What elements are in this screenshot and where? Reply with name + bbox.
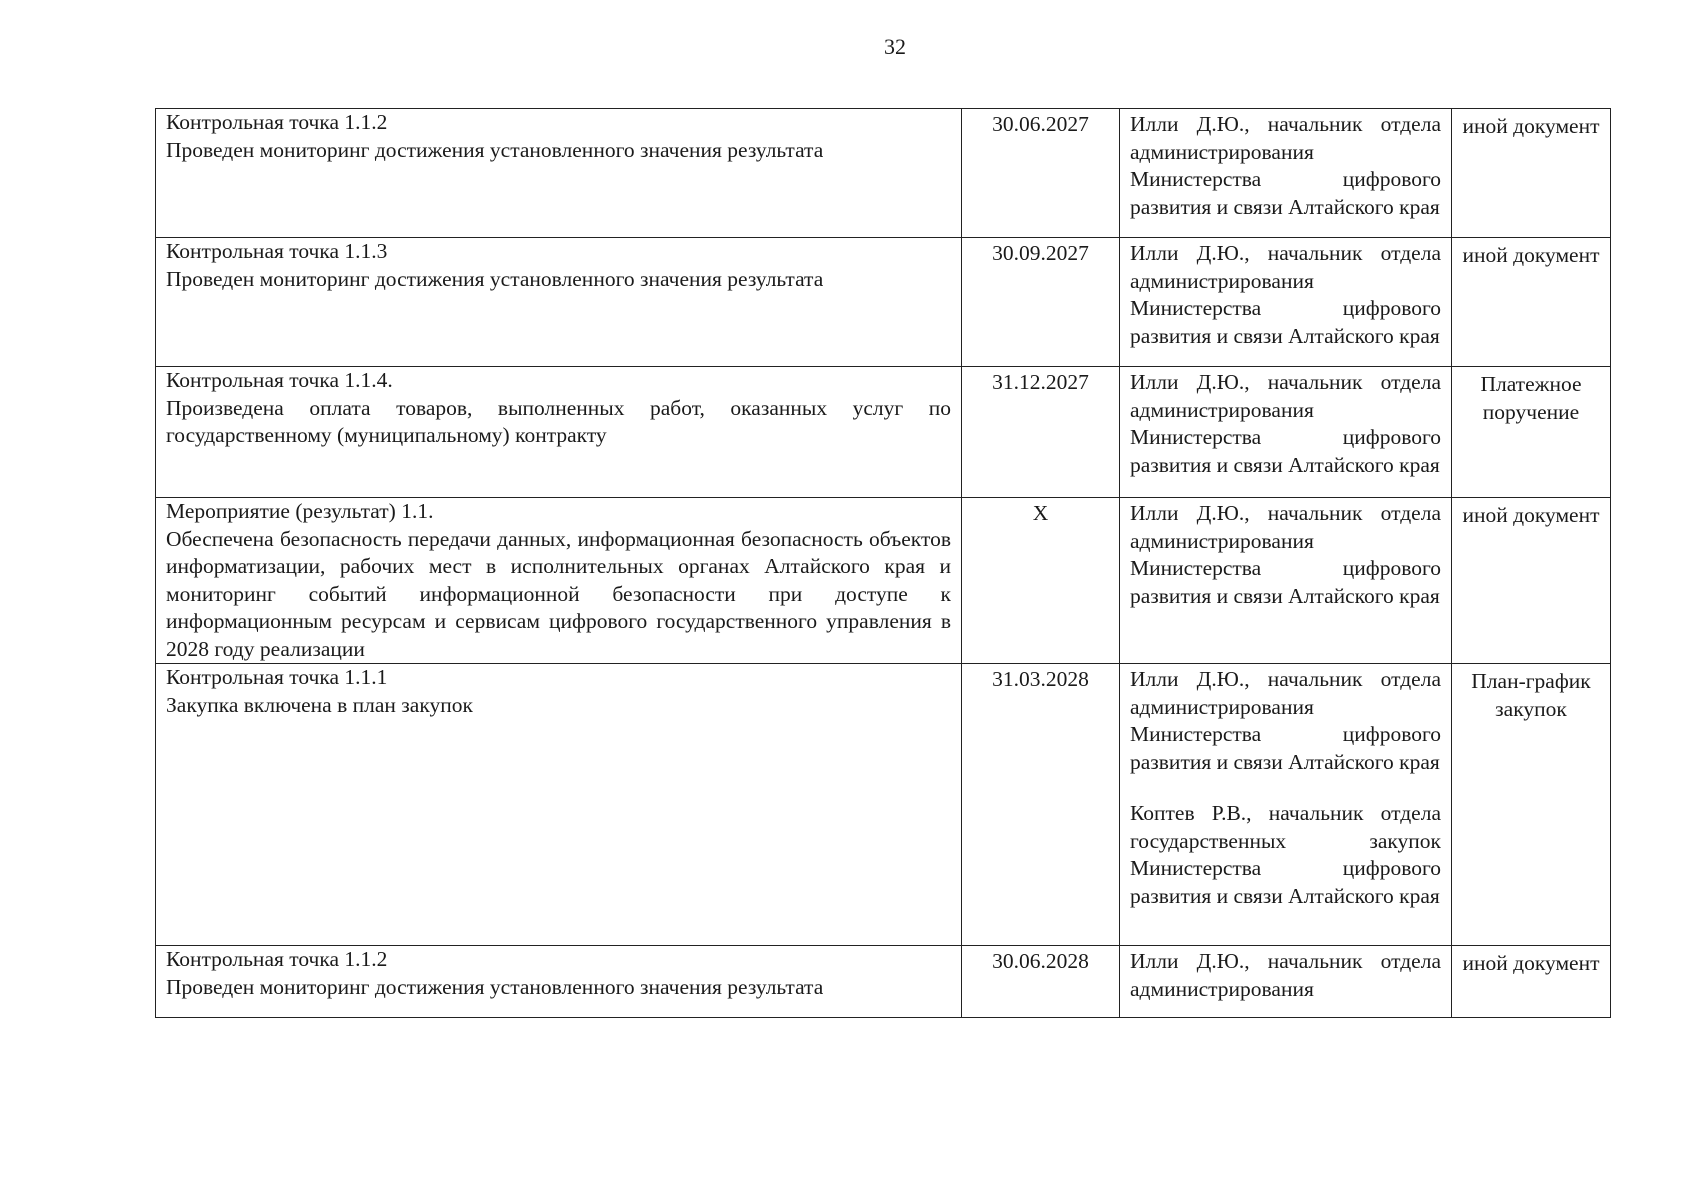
row-text: Проведен мониторинг достижения установленного значения результата [166, 266, 824, 291]
table-row [156, 109, 1611, 238]
responsible-cell [1120, 664, 1452, 946]
responsible-cell [1120, 109, 1452, 238]
description-cell [156, 946, 962, 1018]
table-row [156, 946, 1611, 1018]
document-cell: иной документ [1452, 498, 1611, 664]
responsible-person: Илли Д.Ю., начальник отдела администрирования Министерства цифрового развития и связи Алтайского края [1130, 112, 1441, 219]
control-points-table [155, 108, 1611, 1018]
date-cell: 30.09.2027 [962, 238, 1120, 367]
document-cell: иной документ [1452, 946, 1611, 1018]
table-row [156, 367, 1611, 498]
row-title: Контрольная точка 1.1.1 [166, 665, 388, 689]
responsible-person: Илли Д.Ю., начальник отдела администрирования Министерства цифрового развития и связи Алтайского края [1130, 667, 1441, 774]
responsible-person: Коптев Р.В., начальник отдела государственных закупок Министерства цифрового развития и связи Алтайского края [1130, 801, 1441, 908]
table-row [156, 664, 1611, 946]
row-text: Закупка включена в план закупок [166, 692, 473, 717]
row-text: Проведен мониторинг достижения установленного значения результата [166, 137, 824, 162]
date-cell: 31.12.2027 [962, 367, 1120, 498]
table-row [156, 498, 1611, 664]
responsible-person: Илли Д.Ю., начальник отдела администрирования Министерства цифрового развития и связи Алтайского края [1130, 370, 1441, 477]
page-number: 32 [884, 34, 906, 59]
description-cell [156, 109, 962, 238]
spacer [1130, 776, 1441, 800]
responsible-cell [1120, 238, 1452, 367]
date-cell: 31.03.2028 [962, 664, 1120, 946]
row-title: Контрольная точка 1.1.2 [166, 110, 388, 134]
row-title: Мероприятие (результат) 1.1. [166, 499, 434, 523]
description-cell [156, 367, 962, 498]
row-title: Контрольная точка 1.1.2 [166, 947, 388, 971]
row-title: Контрольная точка 1.1.3 [166, 239, 388, 263]
document-cell: иной документ [1452, 109, 1611, 238]
responsible-cell [1120, 498, 1452, 664]
description-cell [156, 498, 962, 664]
date-cell: 30.06.2028 [962, 946, 1120, 1018]
row-text: Проведен мониторинг достижения установленного значения результата [166, 974, 824, 999]
row-text: Произведена оплата товаров, выполненных работ, оказанных услуг по государственному (муниципальному) контракту [166, 395, 951, 447]
row-title: Контрольная точка 1.1.4. [166, 368, 393, 392]
document-cell: План-график закупок [1452, 664, 1611, 946]
date-cell: Х [962, 498, 1120, 664]
table-row [156, 238, 1611, 367]
description-cell [156, 238, 962, 367]
responsible-cell [1120, 367, 1452, 498]
row-text: Обеспечена безопасность передачи данных, информационная безопасность объектов информатизации, рабочих мест в исполнительных органах Алтайского края и мониторинг событий информационной безопасности при доступе к информационным ресурсам и сервисам цифрового государственного управления в 2028 году реализации [166, 526, 951, 661]
document-cell: Платежное поручение [1452, 367, 1611, 498]
description-cell [156, 664, 962, 946]
responsible-cell [1120, 946, 1452, 1018]
document-cell: иной документ [1452, 238, 1611, 367]
responsible-person: Илли Д.Ю., начальник отдела администрирования [1130, 949, 1441, 1001]
responsible-person: Илли Д.Ю., начальник отдела администрирования Министерства цифрового развития и связи Алтайского края [1130, 501, 1441, 608]
date-cell: 30.06.2027 [962, 109, 1120, 238]
responsible-person: Илли Д.Ю., начальник отдела администрирования Министерства цифрового развития и связи Алтайского края [1130, 241, 1441, 348]
